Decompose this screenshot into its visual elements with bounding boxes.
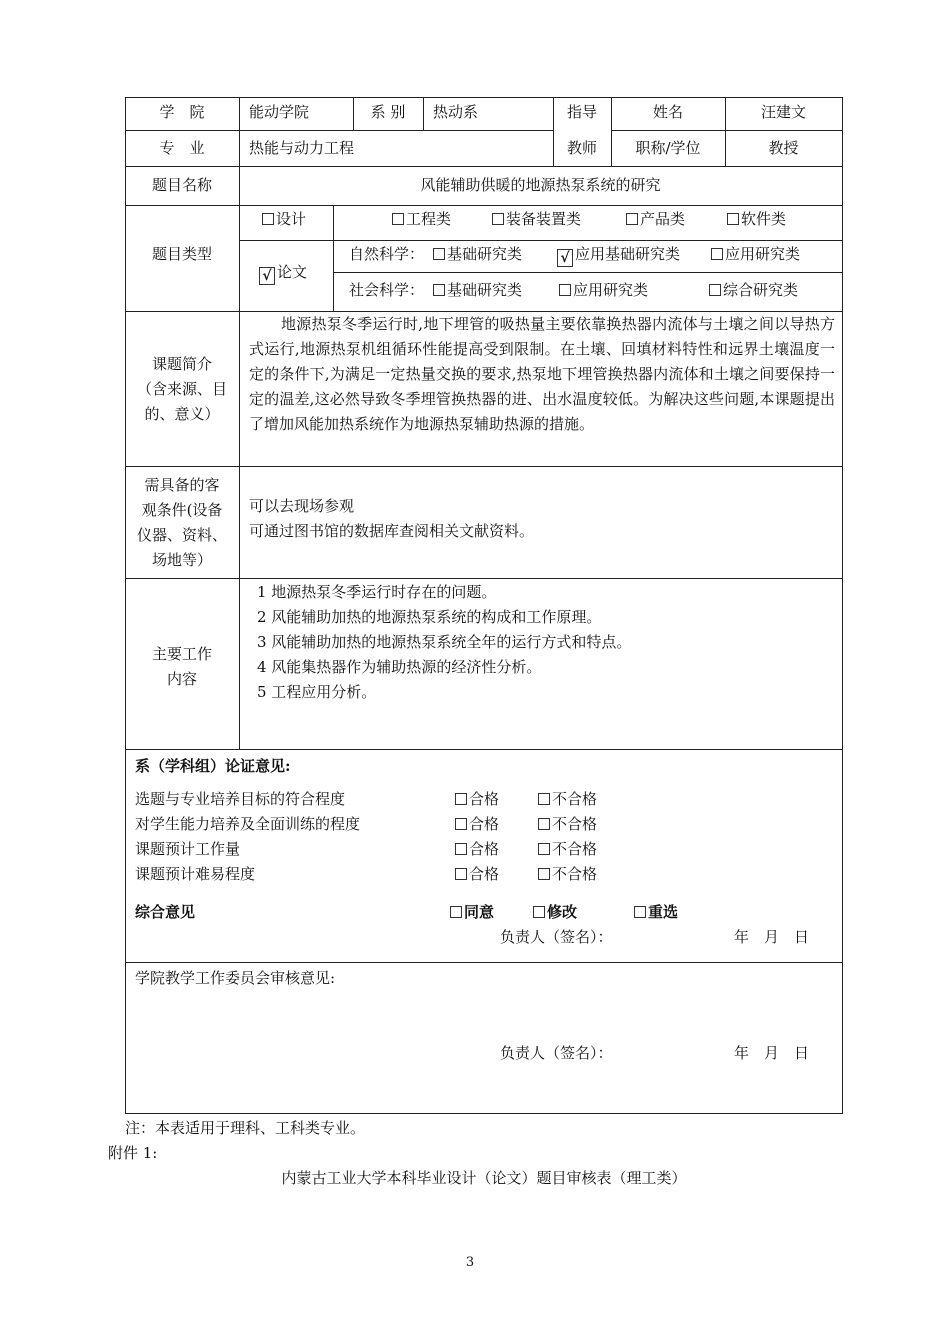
option-software[interactable]: 软件类 xyxy=(727,209,786,229)
modify-option[interactable]: 修改 xyxy=(533,902,577,922)
conditions-line2: 可通过图书馆的数据库查阅相关文献资料。 xyxy=(249,522,535,540)
work-label-line1: 主要工作 xyxy=(151,645,212,663)
checkbox-icon xyxy=(262,213,274,225)
conditions-line1: 可以去现场参观 xyxy=(249,497,355,515)
advisor-name-label: 姓名 xyxy=(652,103,683,121)
advisor-title-value: 教授 xyxy=(768,139,799,157)
college-value: 能动学院 xyxy=(249,103,310,121)
topic-value: 风能辅助供暖的地源热泵系统的研究 xyxy=(420,176,661,194)
college-date-label: 年 月 日 xyxy=(734,1044,810,1062)
checkbox-icon xyxy=(455,843,467,855)
checkbox-icon xyxy=(709,284,721,296)
work-item: 3 风能辅助加热的地源热泵系统全年的运行方式和特点。 xyxy=(257,633,632,651)
pass-option[interactable]: 合格 xyxy=(455,814,499,834)
intro-text: 地源热泵冬季运行时,地下埋管的吸热量主要依靠换热器内流体与土壤之间以导热方式运行,地源热泵机组循环性能提高受到限制。在土壤、回填材料特性和远界土壤温度一定的条件下,为满足一定热量交换的要求,热泵地下埋管换热器内流体和土壤之间要保持一定的温差,这必然导致冬季埋管换热器的进、出水温度较低。为解决这些问题,本课题提出了增加风能加热系统作为地源热泵辅助热源的措施。 xyxy=(249,315,835,433)
dept-signer-label: 负责人（签名）： xyxy=(500,928,613,946)
pass-option[interactable]: 合格 xyxy=(455,789,499,809)
option-social-comprehensive[interactable]: 综合研究类 xyxy=(709,280,798,300)
checkbox-icon xyxy=(538,793,550,805)
checkbox-icon xyxy=(538,843,550,855)
college-label: 学 院 xyxy=(159,103,205,121)
advisor-title-label: 职称/学位 xyxy=(635,139,701,157)
attachment-label: 附件 1: xyxy=(108,1144,158,1162)
criterion-label: 课题预计难易程度 xyxy=(135,865,256,883)
checkbox-icon xyxy=(392,213,404,225)
work-item: 1 地源热泵冬季运行时存在的问题。 xyxy=(257,583,497,601)
department-value: 热动系 xyxy=(433,103,479,121)
checkbox-icon xyxy=(455,868,467,880)
checkbox-icon xyxy=(538,868,550,880)
option-social-basic[interactable]: 基础研究类 xyxy=(433,280,522,300)
checkbox-icon xyxy=(626,213,638,225)
intro-label-line2: （含来源、目 xyxy=(136,380,227,398)
advisor-name-value: 汪建文 xyxy=(760,103,806,121)
checkbox-icon xyxy=(450,906,462,918)
intro-label-line3: 的、意义） xyxy=(144,405,220,423)
conditions-label-line3: 仪器、资料、 xyxy=(136,526,227,544)
option-product[interactable]: 产品类 xyxy=(626,209,685,229)
advisor-label-line1: 指导 xyxy=(566,103,597,121)
checked-checkbox-icon: √ xyxy=(557,249,573,267)
conditions-label-line4: 场地等） xyxy=(151,551,212,569)
work-item: 4 风能集热器作为辅助热源的经济性分析。 xyxy=(257,658,542,676)
criterion-label: 选题与专业培养目标的符合程度 xyxy=(135,790,346,808)
work-item: 2 风能辅助加热的地源热泵系统的构成和工作原理。 xyxy=(257,608,602,626)
college-signer-label: 负责人（签名）： xyxy=(500,1044,613,1062)
checkbox-icon xyxy=(455,793,467,805)
conditions-label-line1: 需具备的客 xyxy=(144,476,220,494)
checkbox-icon xyxy=(711,248,723,260)
topic-label: 题目名称 xyxy=(151,176,212,194)
form-title: 内蒙古工业大学本科毕业设计（论文）题目审核表（理工类） xyxy=(281,1169,687,1187)
college-opinion-heading: 学院教学工作委员会审核意见: xyxy=(135,969,336,987)
option-natural-basic[interactable]: 基础研究类 xyxy=(433,244,522,264)
major-label: 专 业 xyxy=(159,139,205,157)
work-item: 5 工程应用分析。 xyxy=(257,683,377,701)
conditions-label-line2: 观条件(设备 xyxy=(141,501,223,519)
checkbox-icon xyxy=(538,818,550,830)
criterion-label: 课题预计工作量 xyxy=(135,840,241,858)
option-natural-applied-basic[interactable]: √ 应用基础研究类 xyxy=(557,244,680,267)
advisor-label-line2: 教师 xyxy=(566,139,597,157)
fail-option[interactable]: 不合格 xyxy=(538,839,597,859)
overall-opinion-label: 综合意见 xyxy=(135,903,196,921)
option-social-applied[interactable]: 应用研究类 xyxy=(559,280,648,300)
agree-option[interactable]: 同意 xyxy=(450,902,494,922)
option-equipment[interactable]: 装备装置类 xyxy=(492,209,581,229)
option-design[interactable]: 设计 xyxy=(262,209,306,229)
checked-checkbox-icon: √ xyxy=(259,267,275,285)
fail-option[interactable]: 不合格 xyxy=(538,864,597,884)
checkbox-icon xyxy=(433,248,445,260)
fail-option[interactable]: 不合格 xyxy=(538,789,597,809)
intro-label-line1: 课题简介 xyxy=(151,355,212,373)
checkbox-icon xyxy=(634,906,646,918)
option-natural-applied[interactable]: 应用研究类 xyxy=(711,244,800,264)
dept-date-label: 年 月 日 xyxy=(734,928,810,946)
checkbox-icon xyxy=(727,213,739,225)
option-thesis[interactable]: √ 论文 xyxy=(259,262,307,285)
page-number: 3 xyxy=(465,1255,475,1270)
checkbox-icon xyxy=(492,213,504,225)
checkbox-icon xyxy=(559,284,571,296)
reselect-option[interactable]: 重选 xyxy=(634,902,678,922)
social-science-label: 社会科学： xyxy=(349,281,425,299)
checkbox-icon xyxy=(533,906,545,918)
work-label-line2: 内容 xyxy=(166,670,197,688)
footnote: 注：本表适用于理科、工科类专业。 xyxy=(125,1119,366,1137)
department-label: 系 别 xyxy=(370,103,406,121)
major-value: 热能与动力工程 xyxy=(249,139,355,157)
pass-option[interactable]: 合格 xyxy=(455,864,499,884)
natural-science-label: 自然科学： xyxy=(349,245,425,263)
option-engineering[interactable]: 工程类 xyxy=(392,209,451,229)
checkbox-icon xyxy=(455,818,467,830)
checkbox-icon xyxy=(433,284,445,296)
topic-type-label: 题目类型 xyxy=(151,245,212,263)
dept-opinion-heading: 系（学科组）论证意见: xyxy=(135,757,291,775)
criterion-label: 对学生能力培养及全面训练的程度 xyxy=(135,815,361,833)
pass-option[interactable]: 合格 xyxy=(455,839,499,859)
fail-option[interactable]: 不合格 xyxy=(538,814,597,834)
